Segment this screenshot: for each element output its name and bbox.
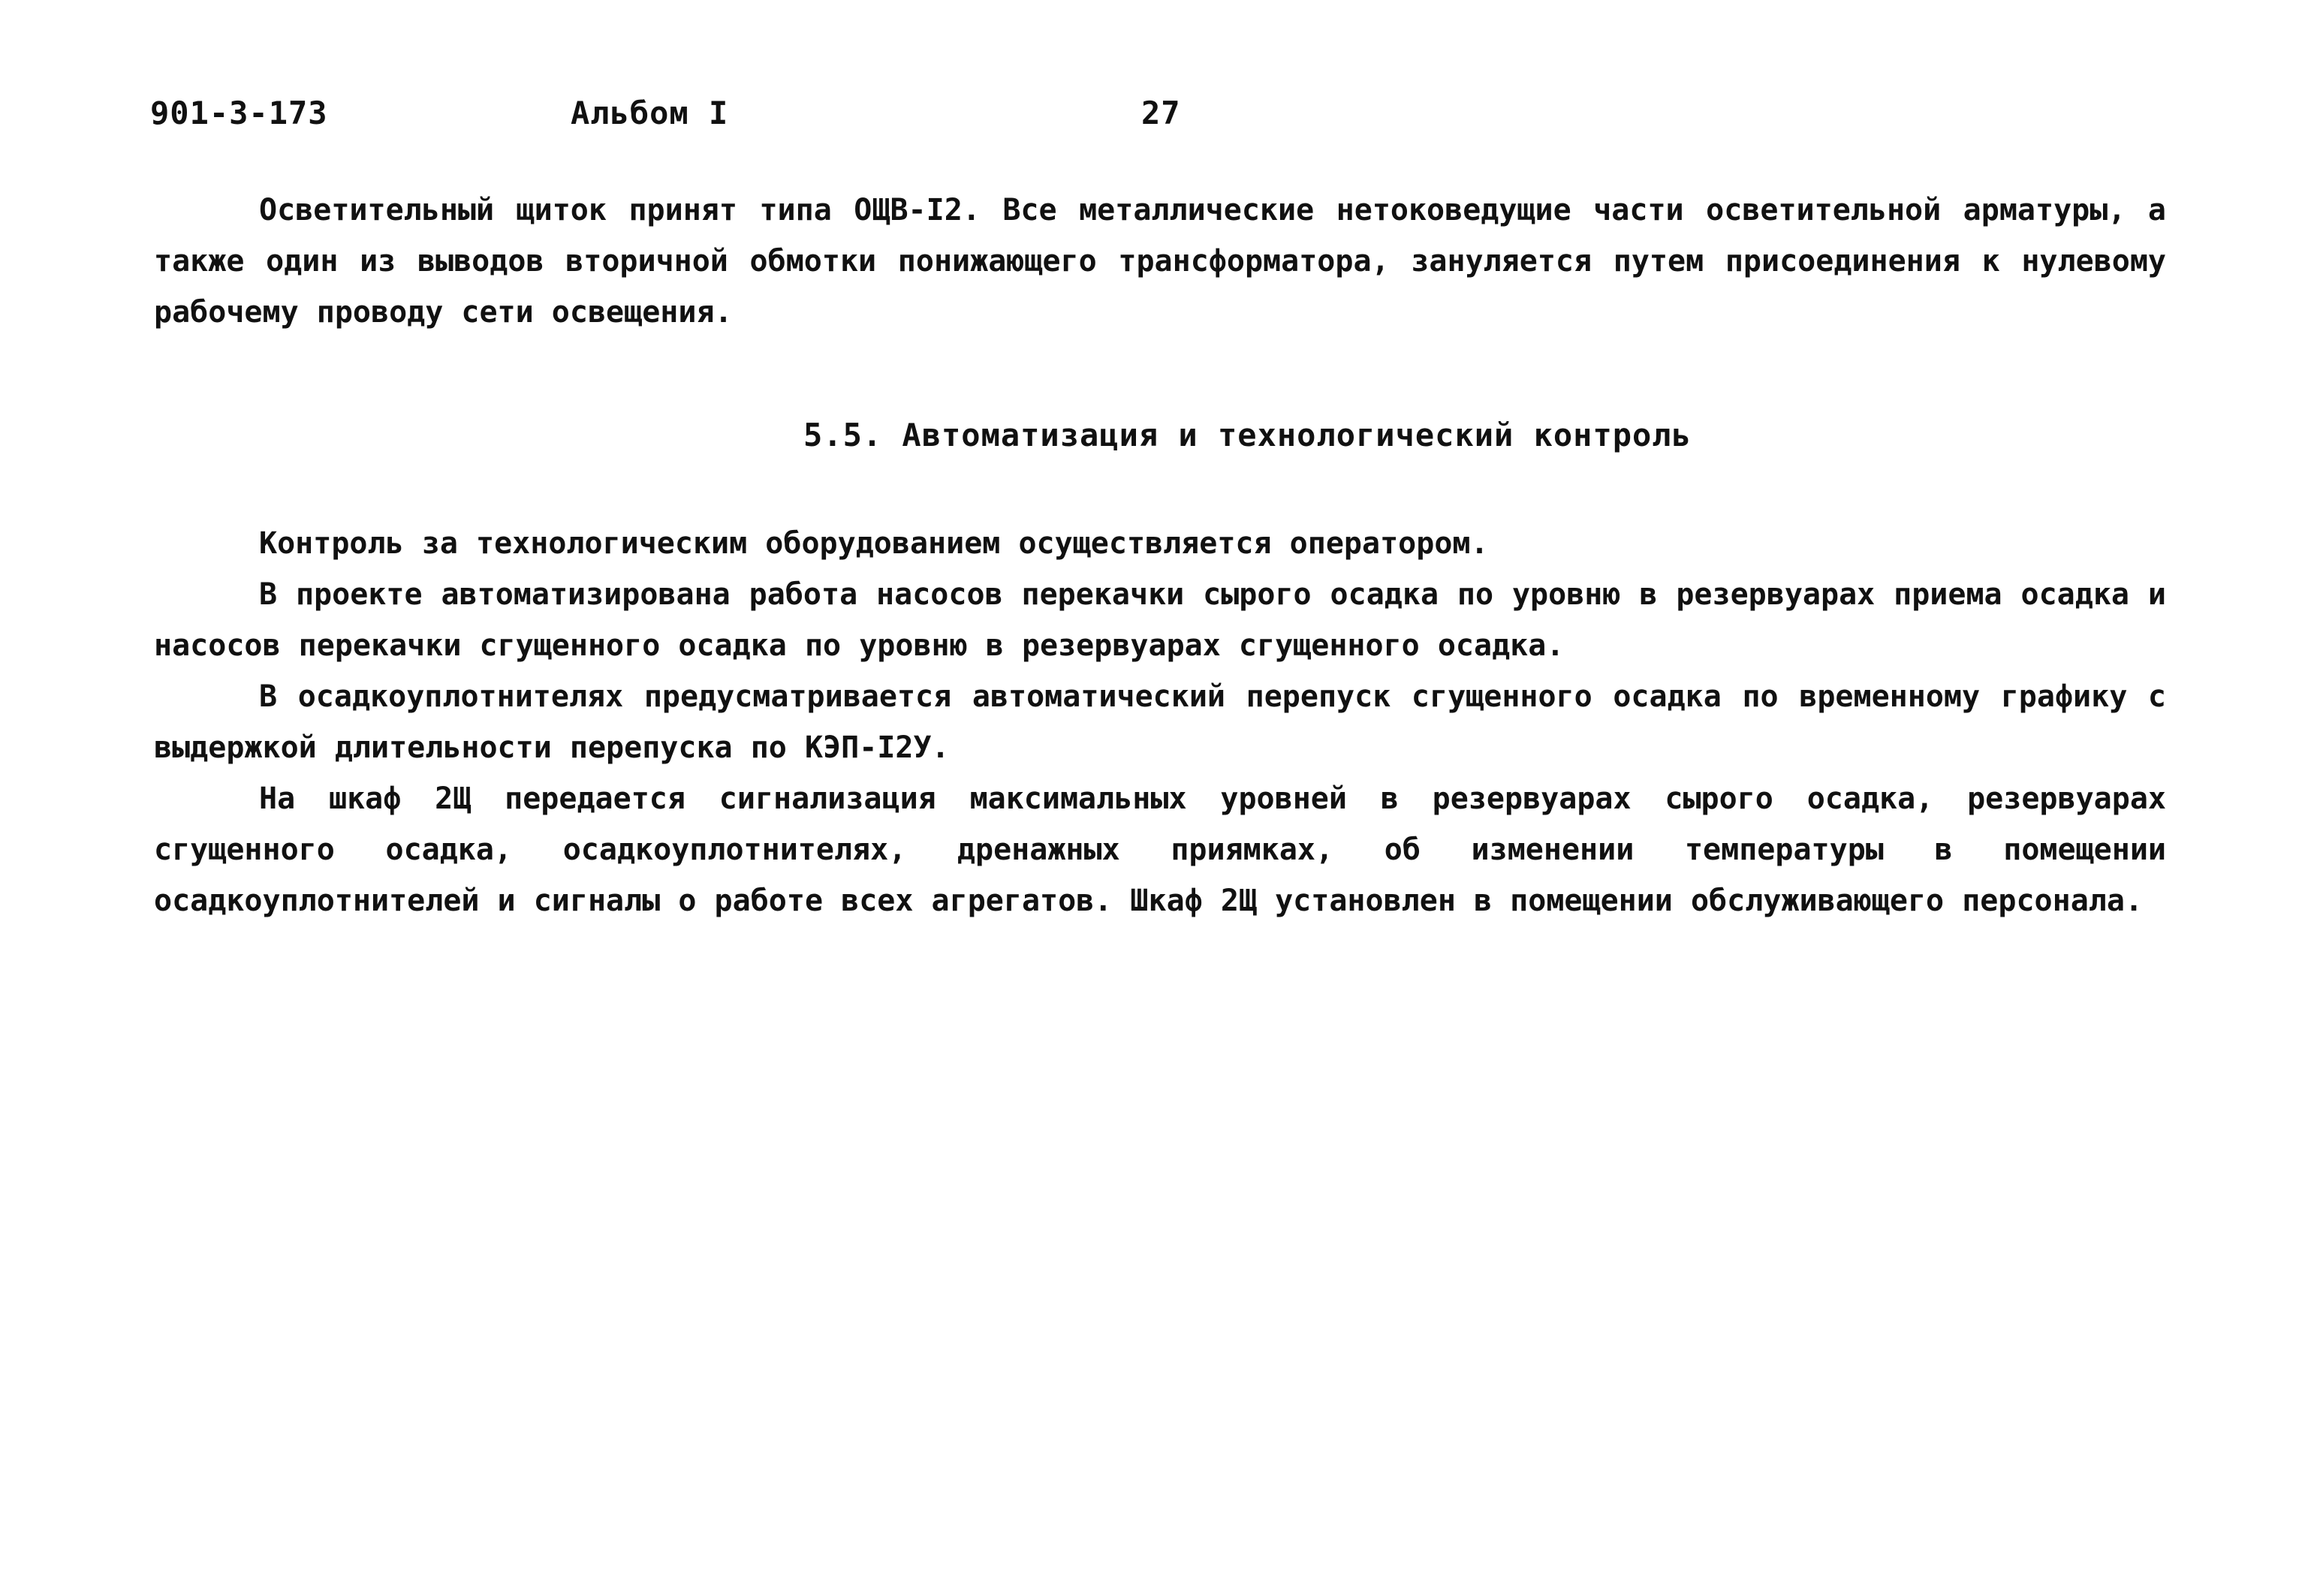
section-title: 5.5. Автоматизация и технологический контроль <box>803 417 1692 453</box>
section-text-block <box>154 518 2166 926</box>
intro-paragraph: Осветительный щиток принят типа ОЩВ-I2. Все металлические нетоковедущие части осветительной арматуры, а также один из выводов вторичной обмотки понижающего трансформатора, зануляется путем присоединения к нулевому рабочему проводу сети освещения. <box>154 193 2166 330</box>
section-paragraph: В проекте автоматизирована работа насосов перекачки сырого осадка по уровню в резервуарах приема осадка и насосов перекачки сгущенного осадка по уровню в резервуарах сгущенного осадка. <box>154 577 2166 663</box>
page-number: 27 <box>1141 95 1181 131</box>
album-label: Альбом I <box>571 95 729 131</box>
document-code: 901-3-173 <box>150 95 328 131</box>
section-paragraph: В осадкоуплотнителях предусматривается автоматический перепуск сгущенного осадка по временному графику с выдержкой длительности перепуска по КЭП-I2У. <box>154 679 2166 765</box>
page-header <box>150 95 1276 147</box>
intro-text-block <box>154 185 2166 338</box>
section-paragraph: Контроль за технологическим оборудованием осуществляется оператором. <box>259 526 1489 561</box>
section-paragraph: На шкаф 2Щ передается сигнализация максимальных уровней в резервуарах сырого осадка, резервуарах сгущенного осадка, осадкоуплотнителях, дренажных приямках, об изменении температуры в помещении осадкоуплотнителей и сигналы о работе всех агрегатов. Шкаф 2Щ установлен в помещении обслуживающего персонала. <box>154 781 2166 918</box>
